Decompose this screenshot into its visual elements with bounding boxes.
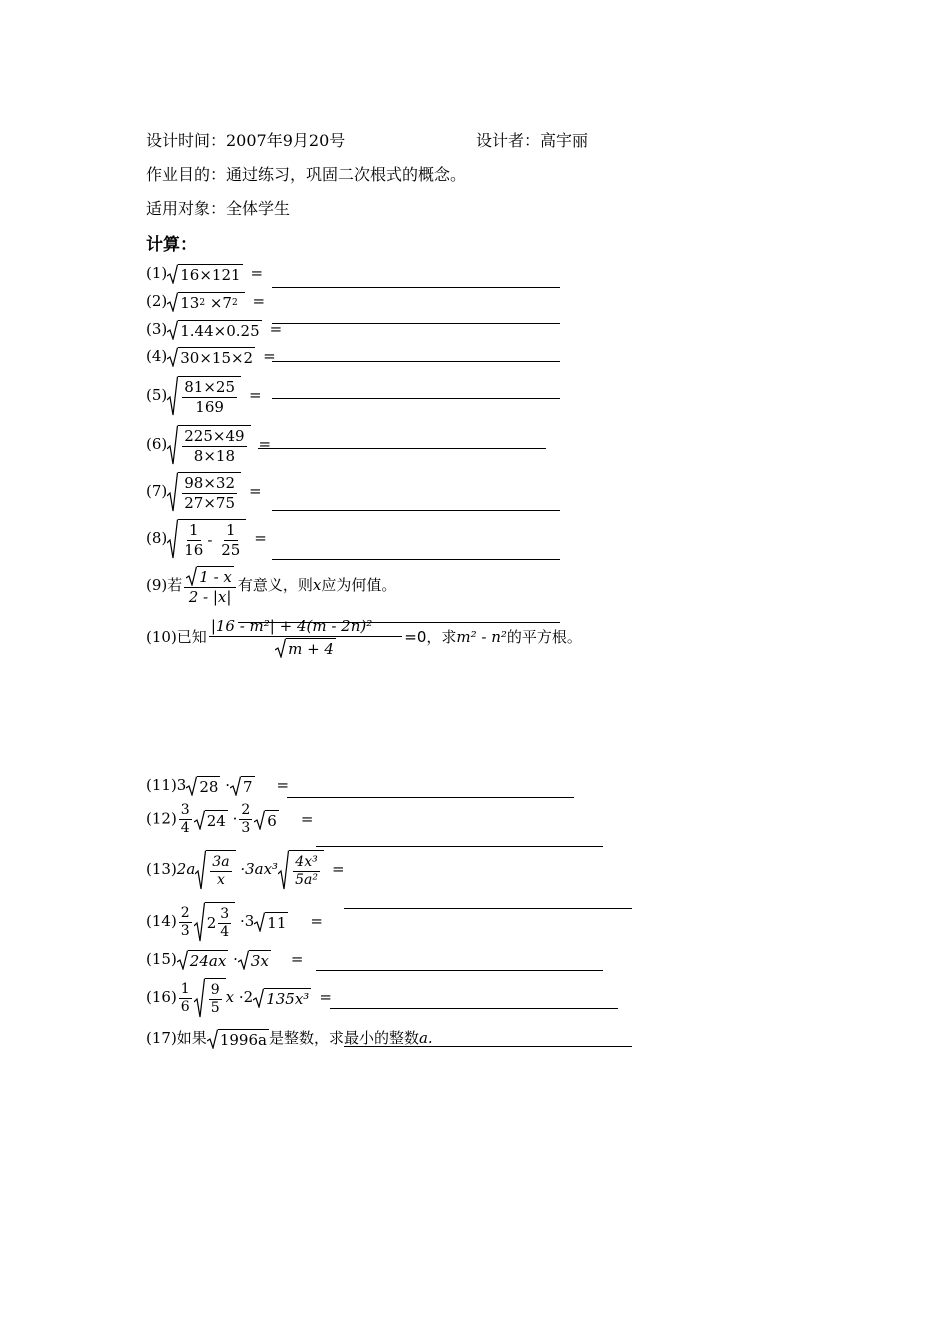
radical: $\frac{1}{16}$ - $\frac{1}{25}$ (167, 519, 246, 559)
problem-15: (15) 24ax · 3x = (146, 950, 304, 970)
problem-10: (10)已知 $\frac{\text{|16 - m²| + 4(m - 2n)²}}{m + 4}$ =0，求m² - n²的平方根。 (146, 617, 582, 658)
radical: $\frac{81\times 25}{169}$ (167, 376, 241, 416)
problem-1: (1) 16×121 = (146, 264, 264, 284)
answer-line-11[interactable] (287, 797, 574, 798)
purpose: 作业目的：通过练习，巩固二次根式的概念。 (146, 165, 467, 184)
answer-line-4[interactable] (272, 361, 560, 362)
answer-line-15[interactable] (316, 970, 603, 971)
problem-8: (8) $\frac{1}{16}$ - $\frac{1}{25}$ = (146, 520, 267, 559)
radical: 13 2 ×7 2 (167, 292, 244, 312)
problem-number: (1) (146, 264, 168, 282)
problem-12: (12) $\frac{3}{4}$ 24 · $\frac{2}{3}$ 6 = (146, 802, 314, 836)
problem-3: (3) 1.44×0.25 = (146, 320, 283, 340)
problem-14: (14) $\frac{2}{3}$ 2 $\frac{3}{4}$ ·3 11 = (146, 902, 323, 942)
problem-13: (13)2a $\frac{3a}{x}$ ·3ax³ $\frac{\text{4x³}}{\text{5a²}}$ = (146, 850, 345, 890)
answer-line-7[interactable] (272, 510, 560, 511)
problem-16: (16) $\frac{1}{6}$ $\frac{9}{5}$ x ·2 135x³ = (146, 978, 332, 1018)
radical: $\frac{98\times 32}{27\times 75}$ (167, 472, 241, 512)
answer-line-14[interactable] (344, 908, 632, 909)
answer-line-6[interactable] (258, 448, 546, 449)
radical: 30×15×2 (167, 347, 255, 367)
answer-line-16[interactable] (330, 1008, 618, 1009)
problem-5: (5) $\frac{81\times 25}{169}$ = (146, 377, 262, 416)
problem-2: (2) 13 2 ×7 2 = (146, 292, 266, 312)
answer-line-12[interactable] (316, 846, 603, 847)
problem-7: (7) $\frac{98\times 32}{27\times 75}$ = (146, 473, 262, 512)
section-title: 计算： (146, 235, 197, 255)
problem-17: (17)如果 1996a 是整数，求最小的整数a. (146, 1029, 433, 1049)
radical: $\frac{225\times 49}{8\times 18}$ (167, 425, 250, 465)
design-time: 设计时间：2007年9月20号 (146, 131, 346, 150)
answer-line-8[interactable] (272, 559, 560, 560)
problem-4: (4) 30×15×2 = (146, 347, 276, 367)
answer-line-5[interactable] (272, 398, 560, 399)
answer-line-17[interactable] (344, 1046, 632, 1047)
problem-11: (11)3 28 · 7 = (146, 776, 290, 796)
answer-line-3[interactable] (272, 323, 560, 324)
answer-line-1[interactable] (272, 287, 560, 288)
radical: 16×121 (167, 264, 242, 284)
radical: 1.44×0.25 (167, 320, 261, 340)
designer: 设计者：高宇丽 (476, 131, 589, 150)
problem-6: (6) $\frac{225\times 49}{8\times 18}$ = (146, 426, 272, 465)
problem-9: (9)若 $\frac{1 - x}{2 - |x|}$ 有意义，则x应为何值。 (146, 567, 397, 606)
audience: 适用对象：全体学生 (146, 199, 291, 218)
